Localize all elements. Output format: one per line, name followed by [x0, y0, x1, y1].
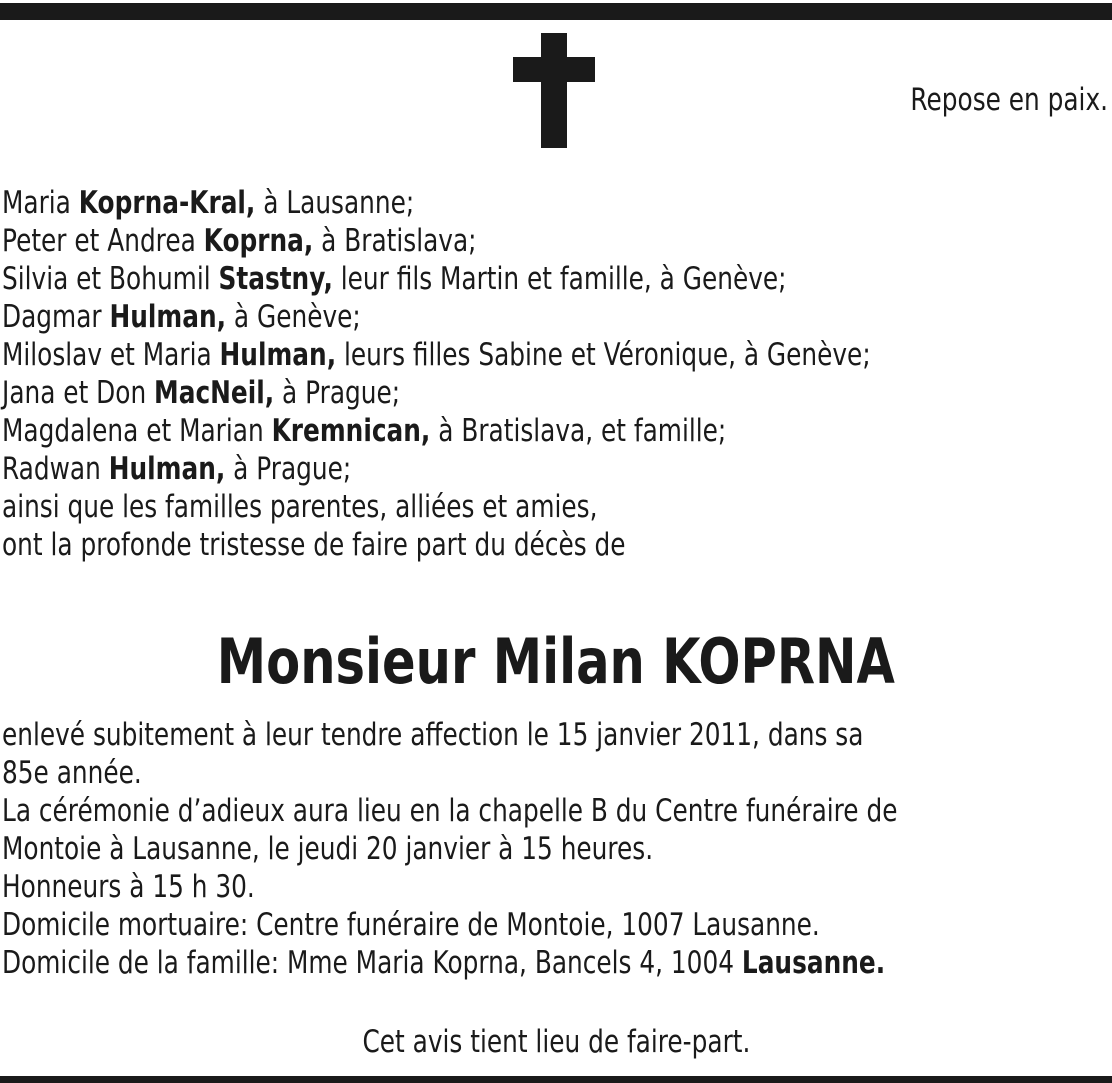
closing-note — [0, 1022, 1112, 1062]
closing-text: Cet avis tient lieu de faire-part. — [362, 1024, 750, 1060]
family-line: Peter et Andrea Koprna, à Bratislava; — [2, 223, 477, 259]
family-line: Maria Koprna-Kral, à Lausanne; — [2, 185, 415, 221]
epitaph: Repose en paix. — [910, 82, 1108, 118]
detail-line: Domicile de la famille: Mme Maria Koprna, Bancels 4, 1004 Lausanne. — [2, 945, 886, 981]
detail-line: 85e année. — [2, 755, 142, 791]
detail-line: Honneurs à 15 h 30. — [2, 869, 255, 905]
detail-line: La cérémonie d’adieux aura lieu en la chapelle B du Centre funéraire de — [2, 793, 898, 829]
detail-line: enlevé subitement à leur tendre affection le 15 janvier 2011, dans sa — [2, 717, 864, 753]
family-line: Magdalena et Marian Kremnican, à Bratislava, et famille; — [2, 413, 727, 449]
deceased-name: Monsieur Milan KOPRNA — [216, 625, 896, 698]
family-list — [2, 184, 1110, 564]
cross-icon — [513, 33, 595, 148]
deceased-name-heading — [0, 622, 1112, 702]
intro-line: ont la profonde tristesse de faire part du décès de — [2, 527, 626, 563]
bottom-border-rule — [0, 1076, 1112, 1083]
family-line: Silvia et Bohumil Stastny, leur fils Martin et famille, à Genève; — [2, 261, 787, 297]
family-line: Radwan Hulman, à Prague; — [2, 451, 352, 487]
top-border-rule — [0, 3, 1112, 20]
ceremony-details — [2, 716, 1110, 982]
family-line: Miloslav et Maria Hulman, leurs filles Sabine et Véronique, à Genève; — [2, 337, 871, 373]
family-line: Dagmar Hulman, à Genève; — [2, 299, 361, 335]
detail-line: Domicile mortuaire: Centre funéraire de Montoie, 1007 Lausanne. — [2, 907, 820, 943]
family-line: Jana et Don MacNeil, à Prague; — [2, 375, 401, 411]
intro-line: ainsi que les familles parentes, alliées et amies, — [2, 489, 598, 525]
detail-line: Montoie à Lausanne, le jeudi 20 janvier à 15 heures. — [2, 831, 654, 867]
